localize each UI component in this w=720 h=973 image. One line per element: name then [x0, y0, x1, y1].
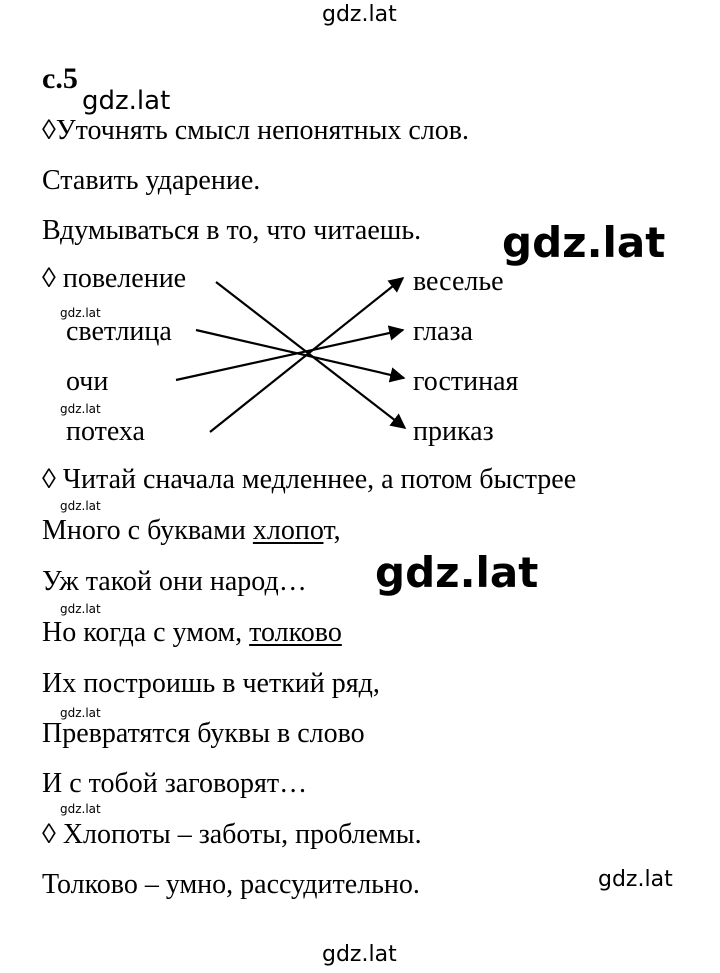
watermark-small-3: gdz.lat [60, 499, 101, 513]
definition-line-2: Толково – умно, рассудительно. [42, 869, 420, 900]
right-word-4: приказ [413, 416, 494, 447]
tip-line-1: ◊Уточнять смысл непонятных слов. [42, 115, 470, 146]
watermark-small-6: gdz.lat [60, 802, 101, 816]
watermark-small-5: gdz.lat [60, 706, 101, 720]
watermark-right: gdz.lat [598, 867, 673, 892]
poem-line-3 [42, 619, 342, 647]
watermark-bottom: gdz.lat [322, 942, 397, 967]
left-word-3: очи [66, 366, 109, 397]
watermark-small-4: gdz.lat [60, 602, 101, 616]
poem-line-1-end: т, [323, 515, 341, 546]
right-word-3: гостиная [413, 366, 519, 397]
poem-line-6: И с тобой заговорят… [42, 768, 308, 799]
poem-line-1-start: Много с буквами [42, 515, 253, 546]
right-word-1: веселье [413, 266, 504, 297]
poem-line-1-underlined: хлопо [252, 515, 324, 546]
left-word-4: потеха [66, 416, 145, 447]
watermark-large-2: gdz.lat [375, 548, 539, 597]
poem-line-2: Уж такой они народ… [42, 566, 307, 597]
page-number: с.5 [42, 62, 78, 95]
poem-line-3-underlined: толково [249, 617, 342, 648]
poem-line-1 [42, 517, 341, 545]
watermark-small-2: gdz.lat [60, 402, 101, 416]
poem-line-5: Превратятся буквы в слово [42, 718, 365, 749]
left-word-2: светлица [66, 316, 172, 347]
poem-line-3-start: Но когда с умом, [42, 617, 250, 648]
tip-line-2: Ставить ударение. [42, 165, 261, 196]
tip-line-3: Вдумываться в то, что читаешь. [42, 215, 422, 246]
arrow-povelenie-prikaz [216, 282, 405, 428]
definition-line-1: ◊ Хлопоты – заботы, проблемы. [42, 819, 422, 850]
left-word-1: ◊ повеление [42, 263, 187, 294]
watermark-top: gdz.lat [322, 2, 397, 27]
poem-line-4: Их построишь в четкий ряд, [42, 668, 380, 699]
watermark-large-1: gdz.lat [502, 218, 666, 267]
poem-intro: ◊ Читай сначала медленнее, а потом быстрее [42, 464, 577, 495]
watermark-small-1: gdz.lat [60, 306, 101, 320]
watermark-header: gdz.lat [82, 86, 171, 116]
right-word-2: глаза [413, 316, 473, 347]
